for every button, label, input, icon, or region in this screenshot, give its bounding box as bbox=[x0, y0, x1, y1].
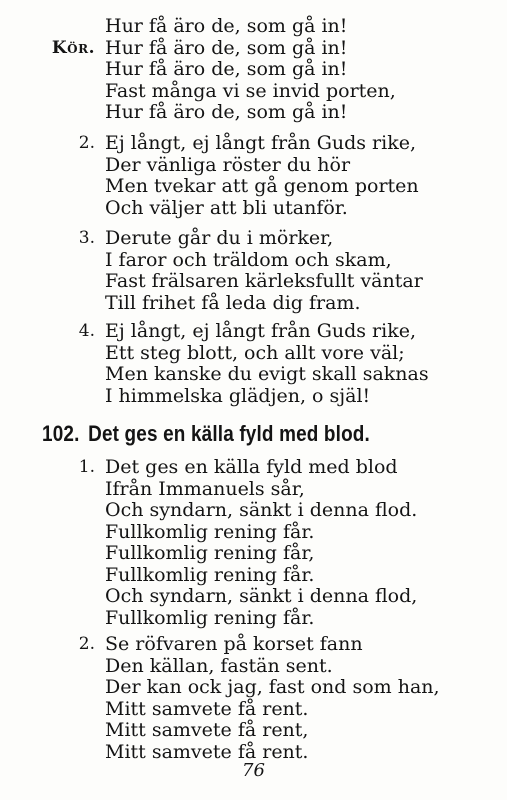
line-text: Der kan ock jag, fast ond som han, bbox=[105, 676, 440, 698]
verse-line bbox=[0, 228, 507, 250]
line-text: I faror och träldom och skam, bbox=[105, 248, 392, 271]
line-text: Hur få äro de, som gå in! bbox=[105, 58, 348, 80]
line-text: Och väljer att bli utanför. bbox=[105, 196, 348, 219]
line-text: Och syndarn, sänkt i denna flod. bbox=[105, 499, 418, 521]
verse-line bbox=[0, 155, 507, 177]
line-text: I himmelska glädjen, o själ! bbox=[105, 384, 371, 407]
verse-line bbox=[0, 386, 507, 408]
line-text: Fullkomlig rening får, bbox=[105, 542, 315, 564]
line-text: Hur få äro de, som gå in! bbox=[105, 101, 348, 123]
verse-line bbox=[0, 565, 507, 587]
chorus-line bbox=[0, 59, 507, 81]
verse-line bbox=[0, 176, 507, 198]
chorus-block bbox=[0, 16, 507, 124]
verse-number: 2. bbox=[78, 634, 95, 654]
line-text: Se röfvaren på korset fann bbox=[105, 633, 363, 655]
line-text: Men kanske du evigt skall saknas bbox=[105, 363, 429, 385]
chorus-line bbox=[0, 16, 507, 38]
line-text: Hur få äro de, som gå in! bbox=[105, 36, 348, 59]
line-text: Hur få äro de, som gå in! bbox=[105, 15, 348, 37]
verse-line bbox=[0, 543, 507, 565]
verse-line bbox=[0, 457, 507, 479]
line-text: Ej långt, ej långt från Guds rike, bbox=[105, 320, 417, 342]
verse-line bbox=[0, 522, 507, 544]
verse-line bbox=[0, 271, 507, 293]
verse-line bbox=[0, 720, 507, 742]
line-text: Ej långt, ej långt från Guds rike, bbox=[105, 132, 417, 154]
verse-4 bbox=[0, 321, 507, 407]
verse-line bbox=[0, 608, 507, 630]
verse-line bbox=[0, 293, 507, 315]
line-text: Fullkomlig rening får. bbox=[105, 606, 315, 629]
verse-number: 1. bbox=[78, 457, 95, 477]
page-number: 76 bbox=[242, 760, 265, 781]
verse-2 bbox=[0, 133, 507, 219]
line-text: Det ges en källa fyld med blod bbox=[105, 456, 398, 478]
chorus-line bbox=[0, 102, 507, 124]
chorus-line bbox=[0, 81, 507, 103]
line-text: Till frihet få leda dig fram. bbox=[105, 291, 361, 314]
verse-line bbox=[0, 321, 507, 343]
verse-line bbox=[0, 133, 507, 155]
line-text: Mitt samvete få rent. bbox=[105, 740, 309, 763]
line-text: Och syndarn, sänkt i denna flod, bbox=[105, 585, 418, 607]
verse-line bbox=[0, 634, 507, 656]
line-text: Men tvekar att gå genom porten bbox=[105, 175, 419, 197]
hymn-verse-2 bbox=[0, 634, 507, 763]
line-text: Fast många vi se invid porten, bbox=[105, 79, 396, 102]
hymn-title: Det ges en källa fyld med blod. bbox=[88, 421, 370, 446]
verse-line bbox=[0, 677, 507, 699]
line-text: Den källan, fastän sent. bbox=[105, 654, 333, 677]
line-text: Fast frälsaren kärleksfullt väntar bbox=[105, 270, 423, 292]
chorus-line bbox=[0, 38, 507, 60]
verse-line bbox=[0, 343, 507, 365]
verse-line bbox=[0, 699, 507, 721]
verse-line bbox=[0, 364, 507, 386]
chorus-label: Kör. bbox=[51, 37, 95, 58]
line-text: Mitt samvete få rent, bbox=[105, 719, 309, 741]
verse-line bbox=[0, 198, 507, 220]
line-text: Mitt samvete få rent. bbox=[105, 697, 309, 720]
verse-3 bbox=[0, 228, 507, 314]
line-text: Der vänliga röster du hör bbox=[105, 153, 351, 176]
line-text: Ett steg blott, och allt vore väl; bbox=[105, 341, 405, 364]
verse-number: 3. bbox=[78, 228, 95, 248]
hymn-heading bbox=[42, 421, 420, 447]
verse-line bbox=[0, 500, 507, 522]
verse-line bbox=[0, 586, 507, 608]
line-text: Fullkomlig rening får. bbox=[105, 563, 315, 586]
verse-line bbox=[0, 250, 507, 272]
line-text: Derute går du i mörker, bbox=[105, 227, 334, 249]
verse-number: 2. bbox=[78, 133, 95, 153]
hymn-verse-1 bbox=[0, 457, 507, 629]
verse-line bbox=[0, 656, 507, 678]
verse-line bbox=[0, 479, 507, 501]
verse-number: 4. bbox=[78, 321, 95, 341]
hymn-number: 102. bbox=[42, 421, 80, 446]
line-text: Ifrån Immanuels sår, bbox=[105, 477, 305, 500]
line-text: Fullkomlig rening får. bbox=[105, 520, 315, 543]
